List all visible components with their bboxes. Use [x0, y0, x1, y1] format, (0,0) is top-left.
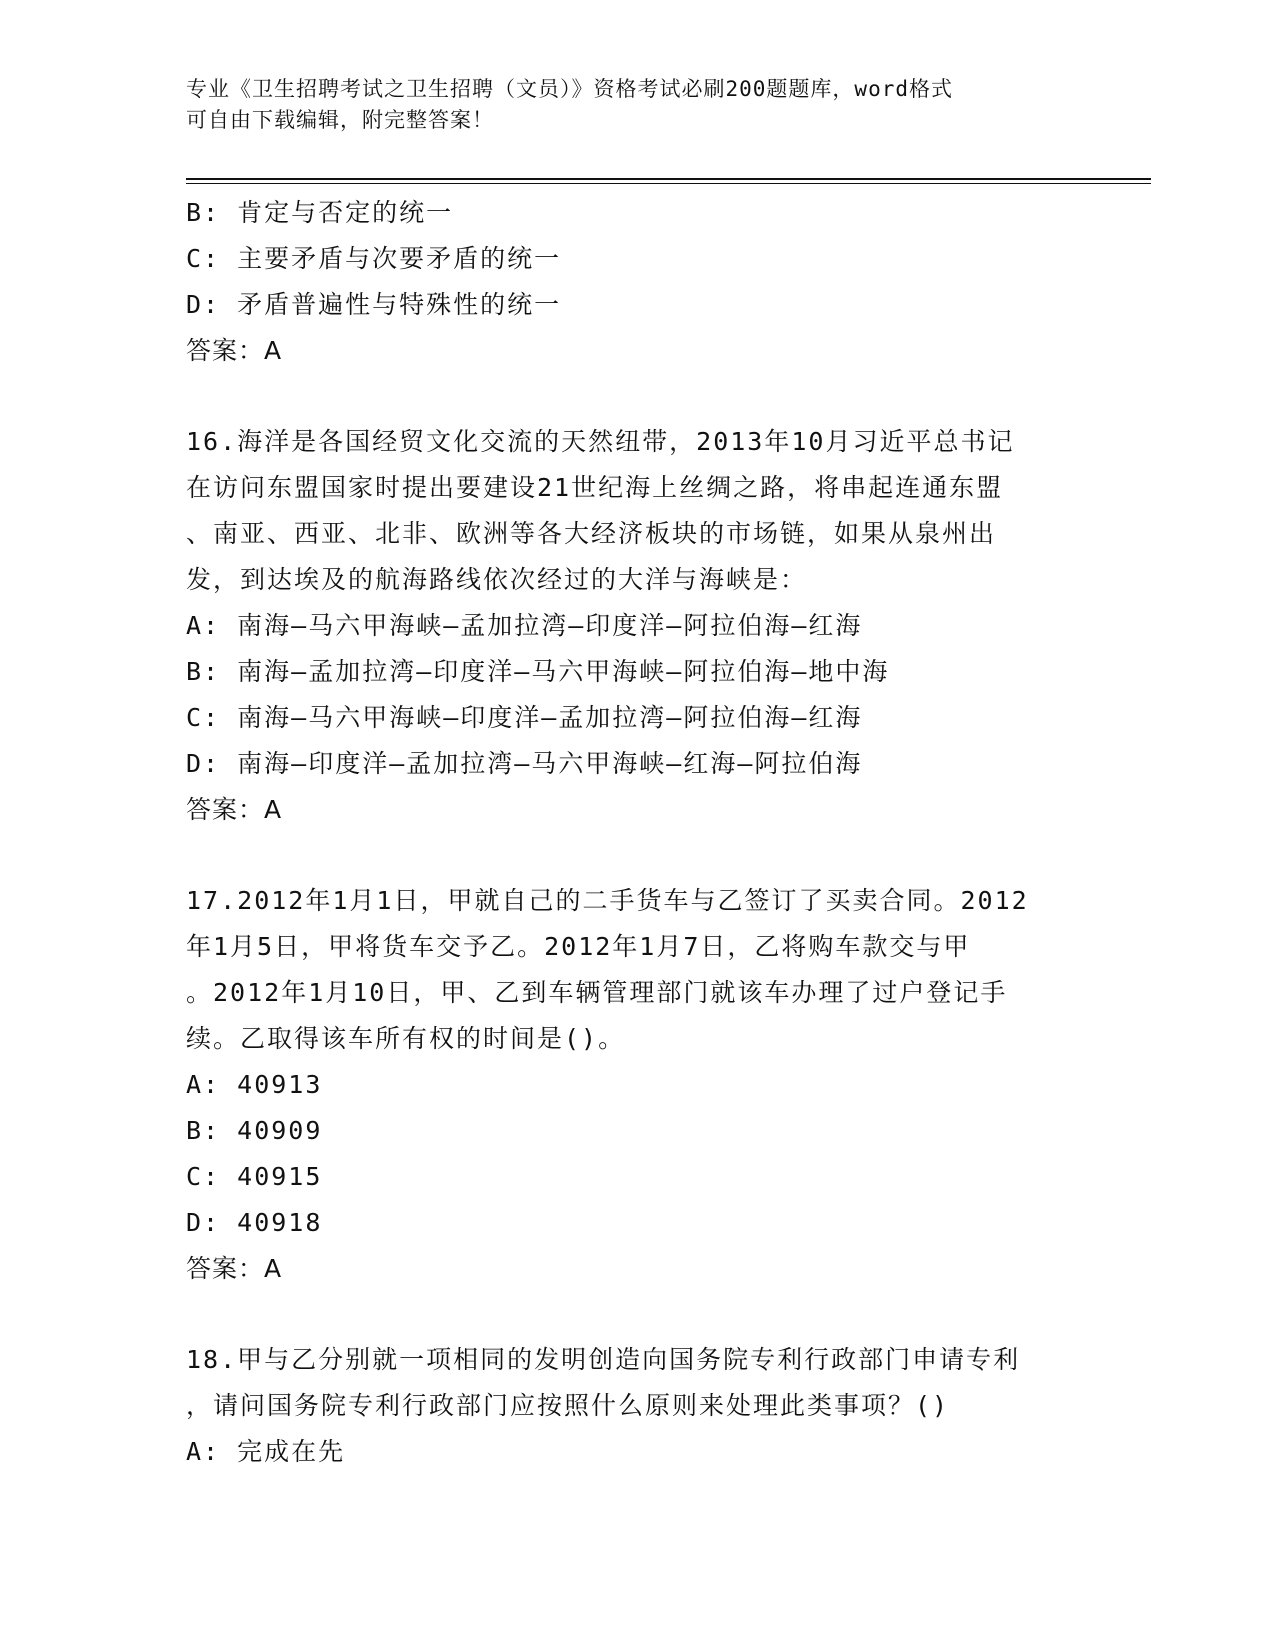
question-text-line: ，请问国务院专利行政部门应按照什么原则来处理此类事项？() — [186, 1391, 950, 1420]
header-divider-thin — [186, 183, 1151, 184]
option-a: A: 40913 — [186, 1070, 323, 1099]
question-text-line: 在访问东盟国家时提出要建设21世纪海上丝绸之路，将串起连通东盟 — [186, 473, 1004, 502]
question-text-line: 发，到达埃及的航海路线依次经过的大洋与海峡是： — [186, 565, 808, 594]
answer: 答案：A — [186, 1254, 283, 1283]
header-line-2: 可自由下载编辑，附完整答案！ — [186, 108, 494, 132]
question-17 — [186, 878, 1086, 1292]
question-15 — [186, 190, 1086, 374]
question-text-line: 年1月5日，甲将货车交予乙。2012年1月7日，乙将购车款交与甲 — [186, 932, 971, 961]
answer: 答案：A — [186, 795, 283, 824]
question-16 — [186, 419, 1086, 833]
question-text-line: 16.海洋是各国经贸文化交流的天然纽带，2013年10月习近平总书记 — [186, 427, 1015, 456]
option-b: B: 南海—孟加拉湾—印度洋—马六甲海峡—阿拉伯海—地中海 — [186, 657, 890, 686]
option-d: D: 矛盾普遍性与特殊性的统一 — [186, 290, 562, 319]
option-c: C: 南海—马六甲海峡—印度洋—孟加拉湾—阿拉伯海—红海 — [186, 703, 863, 732]
header-divider-thick — [186, 178, 1151, 180]
question-text-line: 续。乙取得该车所有权的时间是()。 — [186, 1024, 626, 1053]
question-list — [186, 190, 1086, 1475]
option-a: A: 完成在先 — [186, 1437, 346, 1466]
option-c: C: 40915 — [186, 1162, 323, 1191]
option-b: B: 肯定与否定的统一 — [186, 198, 454, 227]
option-c: C: 主要矛盾与次要矛盾的统一 — [186, 244, 562, 273]
option-d: D: 40918 — [186, 1208, 323, 1237]
option-a: A: 南海—马六甲海峡—孟加拉湾—印度洋—阿拉伯海—红海 — [186, 611, 863, 640]
answer: 答案：A — [186, 336, 283, 365]
question-text-line: 、南亚、西亚、北非、欧洲等各大经济板块的市场链，如果从泉州出 — [186, 519, 997, 548]
question-18 — [186, 1337, 1086, 1475]
question-text-line: 17.2012年1月1日，甲就自己的二手货车与乙签订了买卖合同。2012 — [186, 886, 1029, 915]
document-header — [186, 74, 1086, 136]
option-b: B: 40909 — [186, 1116, 323, 1145]
question-text-line: 。2012年1月10日，甲、乙到车辆管理部门就该车办理了过户登记手 — [186, 978, 1008, 1007]
header-line-1: 专业《卫生招聘考试之卫生招聘（文员）》资格考试必刷200题题库，word格式 — [186, 77, 953, 101]
option-d: D: 南海—印度洋—孟加拉湾—马六甲海峡—红海—阿拉伯海 — [186, 749, 863, 778]
question-text-line: 18.甲与乙分别就一项相同的发明创造向国务院专利行政部门申请专利 — [186, 1345, 1021, 1374]
